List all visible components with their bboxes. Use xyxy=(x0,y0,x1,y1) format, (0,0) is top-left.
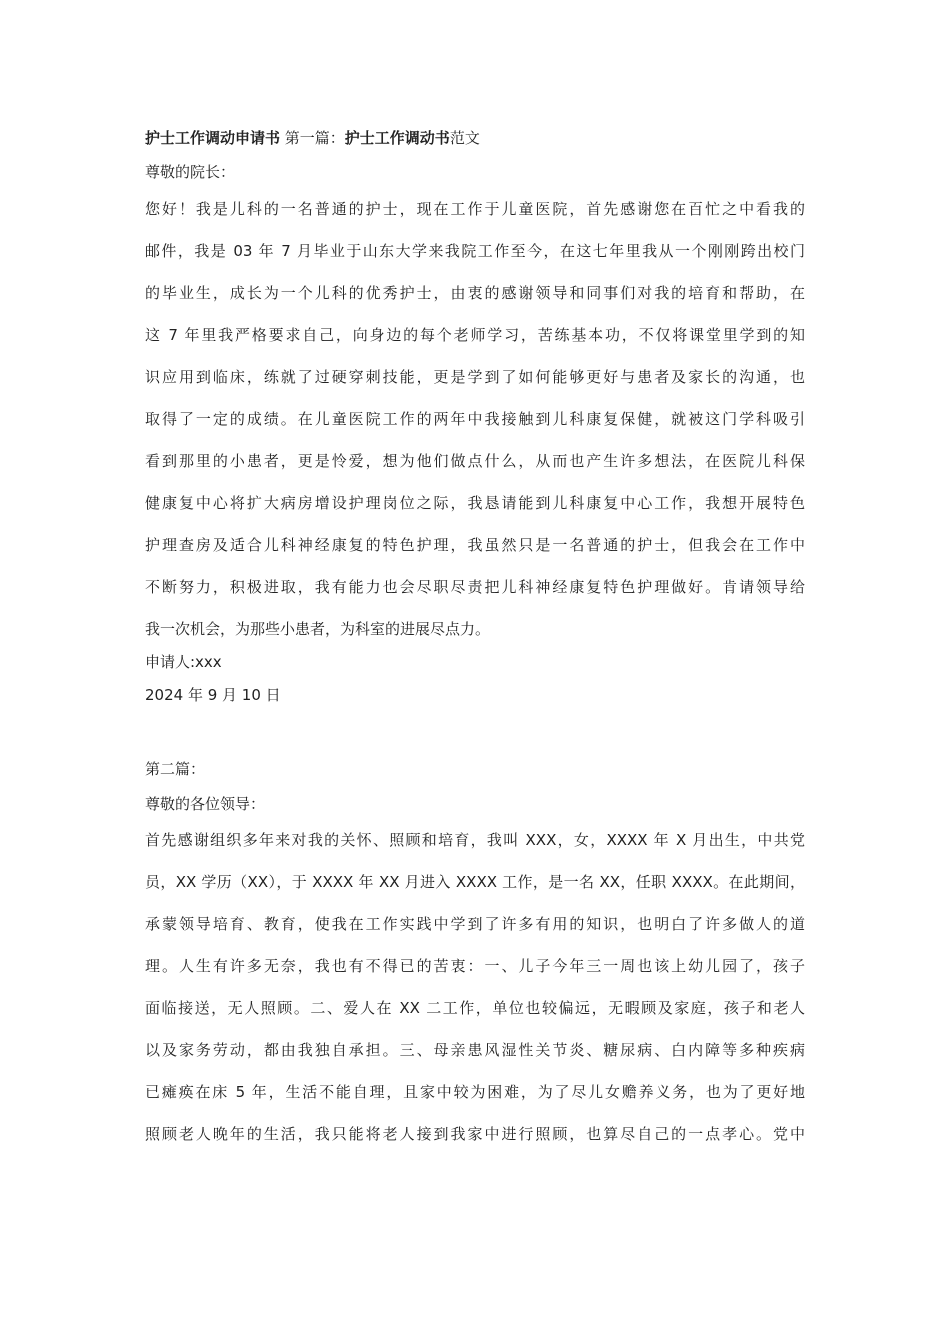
section2-heading: 第二篇： xyxy=(145,760,206,778)
section1-line: 健康复中心将扩大病房增设护理岗位之际，我恳请能到儿科康复中心工作，我想开展特色 xyxy=(145,494,805,512)
section1-line: 不断努力，积极进取，我有能力也会尽职尽责把儿科神经康复特色护理做好。肯请领导给 xyxy=(145,578,805,596)
section2-line: 面临接送，无人照顾。二、爱人在 XX 二工作，单位也较偏远，无暇顾及家庭，孩子和老人 xyxy=(145,999,805,1017)
section2-line: 理。人生有许多无奈，我也有不得已的苦衷：一、儿子今年三一周也该上幼儿园了，孩子 xyxy=(145,957,805,975)
section2-salutation: 尊敬的各位领导： xyxy=(145,795,266,813)
applicant: 申请人:xxx xyxy=(145,653,222,671)
title-suffix: 范文 xyxy=(449,129,480,147)
section1-line: 的毕业生，成长为一个儿科的优秀护士，由衷的感谢领导和同事们对我的培育和帮助，在 xyxy=(145,284,805,302)
section1-line: 您好！我是儿科的一名普通的护士，现在工作于儿童医院，首先感谢您在百忙之中看我的 xyxy=(145,200,805,218)
title-main: 护士工作调动申请书 xyxy=(145,129,281,147)
section2-line: 照顾老人晚年的生活，我只能将老人接到我家中进行照顾，也算尽自己的一点孝心。党中 xyxy=(145,1125,805,1143)
title-sub: 护士工作调动书 xyxy=(344,129,450,147)
section2-line: 以及家务劳动，都由我独自承担。三、母亲患风湿性关节炎、糖尿病、白内障等多种疾病 xyxy=(145,1041,805,1059)
section1-salutation: 尊敬的院长： xyxy=(145,163,236,181)
document-title xyxy=(145,127,480,149)
section2-line: 员，XX 学历（XX），于 XXXX 年 XX 月进入 XXXX 工作，是一名 XX，任职 XXXX。在此期间， xyxy=(145,873,805,891)
section1-line: 邮件，我是 03 年 7 月毕业于山东大学来我院工作至今，在这七年里我从一个刚刚跨出校门 xyxy=(145,242,805,260)
section2-line: 已瘫痪在床 5 年，生活不能自理，且家中较为困难，为了尽儿女赡养义务，也为了更好地 xyxy=(145,1083,805,1101)
title-part-label: 第一篇： xyxy=(280,129,345,147)
section1-line: 看到那里的小患者，更是怜爱，想为他们做点什么，从而也产生许多想法，在医院儿科保 xyxy=(145,452,805,470)
section1-line: 护理查房及适合儿科神经康复的特色护理，我虽然只是一名普通的护士，但我会在工作中 xyxy=(145,536,805,554)
section2-line: 首先感谢组织多年来对我的关怀、照顾和培育，我叫 XXX，女，XXXX 年 X 月出生，中共党 xyxy=(145,831,805,849)
section2-line: 承蒙领导培育、教育，使我在工作实践中学到了许多有用的知识，也明白了许多做人的道 xyxy=(145,915,805,933)
date: 2024 年 9 月 10 日 xyxy=(145,686,281,704)
section1-line: 取得了一定的成绩。在儿童医院工作的两年中我接触到儿科康复保健，就被这门学科吸引 xyxy=(145,410,805,428)
section1-line: 这 7 年里我严格要求自己，向身边的每个老师学习，苦练基本功，不仅将课堂里学到的知 xyxy=(145,326,805,344)
section1-line: 我一次机会，为那些小患者，为科室的进展尽点力。 xyxy=(145,620,491,638)
section1-line: 识应用到临床，练就了过硬穿刺技能，更是学到了如何能够更好与患者及家长的沟通，也 xyxy=(145,368,805,386)
